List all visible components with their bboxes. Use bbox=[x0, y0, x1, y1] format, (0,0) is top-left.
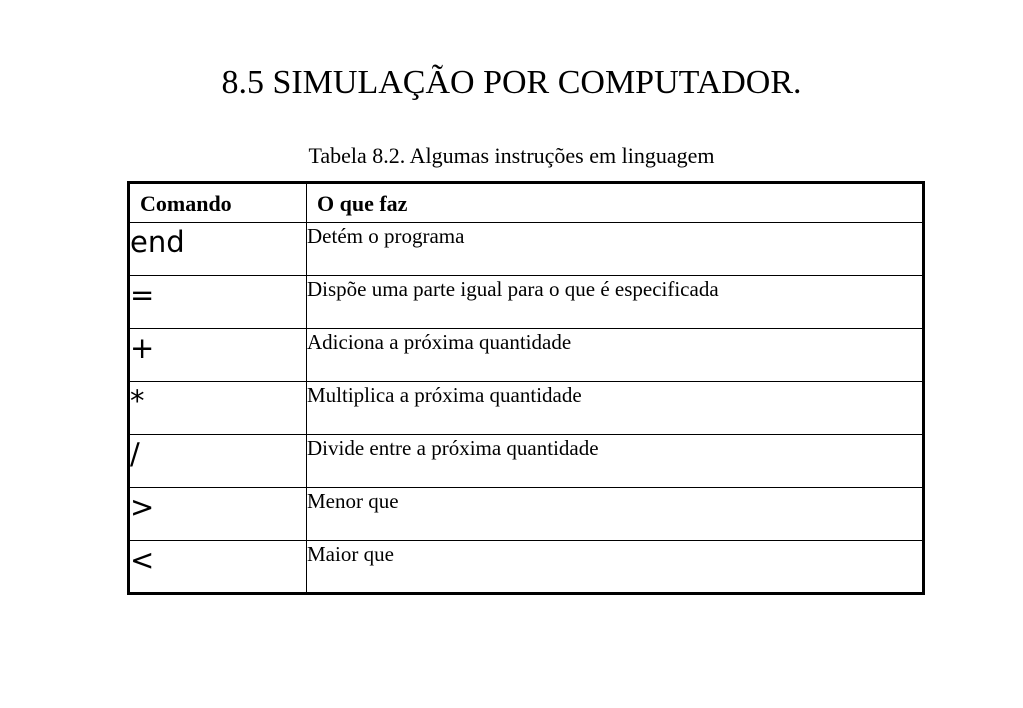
description-cell: Menor que bbox=[307, 488, 924, 541]
commands-table bbox=[127, 181, 925, 595]
page-title: 8.5 SIMULAÇÃO POR COMPUTADOR. bbox=[221, 64, 802, 101]
description-cell: Detém o programa bbox=[307, 223, 924, 276]
table-row bbox=[129, 541, 924, 594]
description-cell: Multiplica a próxima quantidade bbox=[307, 382, 924, 435]
command-cell: * bbox=[129, 382, 307, 435]
description-cell: Divide entre a próxima quantidade bbox=[307, 435, 924, 488]
description-cell: Maior que bbox=[307, 541, 924, 594]
table-row bbox=[129, 223, 924, 276]
command-cell: < bbox=[129, 541, 307, 594]
command-cell: / bbox=[129, 435, 307, 488]
table-row bbox=[129, 276, 924, 329]
command-cell: end bbox=[129, 223, 307, 276]
command-cell: = bbox=[129, 276, 307, 329]
table-row bbox=[129, 488, 924, 541]
table-header-row bbox=[129, 183, 924, 223]
command-cell: + bbox=[129, 329, 307, 382]
description-cell: Dispõe uma parte igual para o que é especificada bbox=[307, 276, 924, 329]
table-caption: Tabela 8.2. Algumas instruções em linguagem bbox=[308, 143, 715, 168]
column-header-description: O que faz bbox=[307, 183, 924, 223]
table-row bbox=[129, 329, 924, 382]
description-cell: Adiciona a próxima quantidade bbox=[307, 329, 924, 382]
command-cell: > bbox=[129, 488, 307, 541]
table-row bbox=[129, 382, 924, 435]
column-header-command: Comando bbox=[129, 183, 307, 223]
table-row bbox=[129, 435, 924, 488]
